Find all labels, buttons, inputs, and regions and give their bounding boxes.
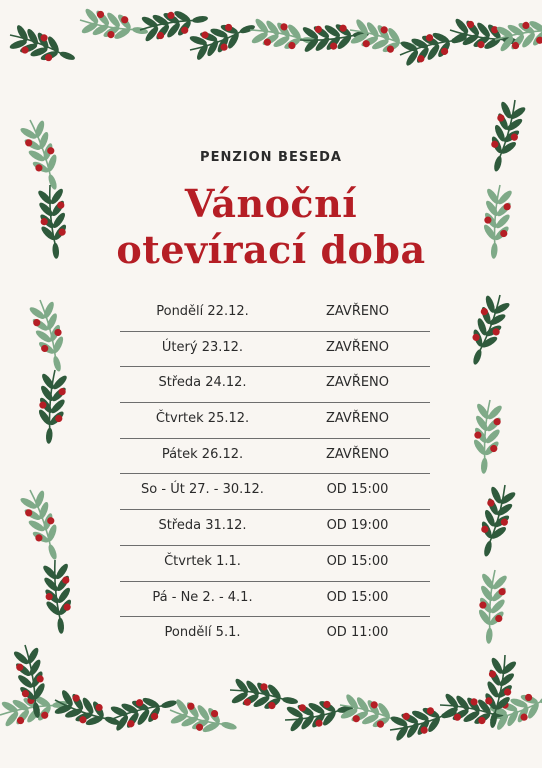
mistletoe-sprig — [493, 14, 542, 54]
mistletoe-sprig — [336, 691, 410, 737]
mistletoe-sprig — [16, 485, 68, 564]
status-label: OD 19:00 — [326, 518, 389, 534]
mistletoe-sprig — [472, 481, 519, 560]
day-label: Pondělí 22.12. — [156, 304, 249, 319]
mistletoe-sprig — [474, 569, 509, 645]
schedule-row — [120, 510, 430, 546]
day-label: Pondělí 5.1. — [164, 625, 241, 641]
status-label: OD 15:00 — [326, 589, 389, 605]
schedule-row — [120, 296, 430, 332]
schedule-row — [120, 617, 430, 652]
opening-hours-table — [120, 296, 430, 652]
mistletoe-sprig — [5, 21, 80, 72]
schedule-row — [120, 439, 430, 475]
schedule-row — [120, 403, 430, 439]
day-label: Úterý 23.12. — [161, 339, 244, 355]
status-label: ZAVŘENO — [325, 375, 390, 391]
mistletoe-sprig — [34, 369, 69, 445]
day-label: Pá - Ne 2. - 4.1. — [152, 589, 253, 605]
schedule-row — [120, 367, 430, 403]
day-label: Středa 31.12. — [158, 518, 247, 534]
status-label: ZAVŘENO — [325, 446, 390, 462]
mistletoe-sprig — [396, 23, 470, 69]
status-label: OD 15:00 — [326, 482, 389, 498]
schedule-row — [120, 332, 430, 368]
day-label: Čtvrtek 1.1. — [164, 553, 241, 569]
status-label: ZAVŘENO — [325, 304, 390, 319]
mistletoe-sprig — [106, 688, 180, 734]
schedule-row — [120, 474, 430, 510]
mistletoe-sprig — [78, 6, 151, 46]
status-label: ZAVŘENO — [325, 339, 390, 355]
mistletoe-sprig — [166, 696, 240, 742]
title-line-2: otevírací doba — [116, 227, 426, 272]
day-label: Čtvrtek 25.12. — [155, 411, 250, 427]
mistletoe-sprig — [469, 399, 504, 475]
status-label: OD 11:00 — [326, 625, 389, 641]
title-line-1: Vánoční — [184, 181, 358, 226]
status-label: OD 15:00 — [326, 553, 389, 569]
status-label: ZAVŘENO — [325, 411, 390, 427]
schedule-row — [120, 582, 430, 618]
mistletoe-sprig — [41, 559, 76, 635]
mistletoe-sprig — [461, 290, 513, 369]
mistletoe-sprig — [346, 16, 420, 62]
mistletoe-sprig — [26, 296, 73, 375]
day-label: Středa 24.12. — [158, 375, 247, 391]
schedule-row — [120, 546, 430, 582]
day-label: So - Út 27. - 30.12. — [141, 482, 264, 498]
pension-name: PENZION BESEDA — [200, 150, 342, 165]
day-label: Pátek 26.12. — [161, 446, 244, 462]
